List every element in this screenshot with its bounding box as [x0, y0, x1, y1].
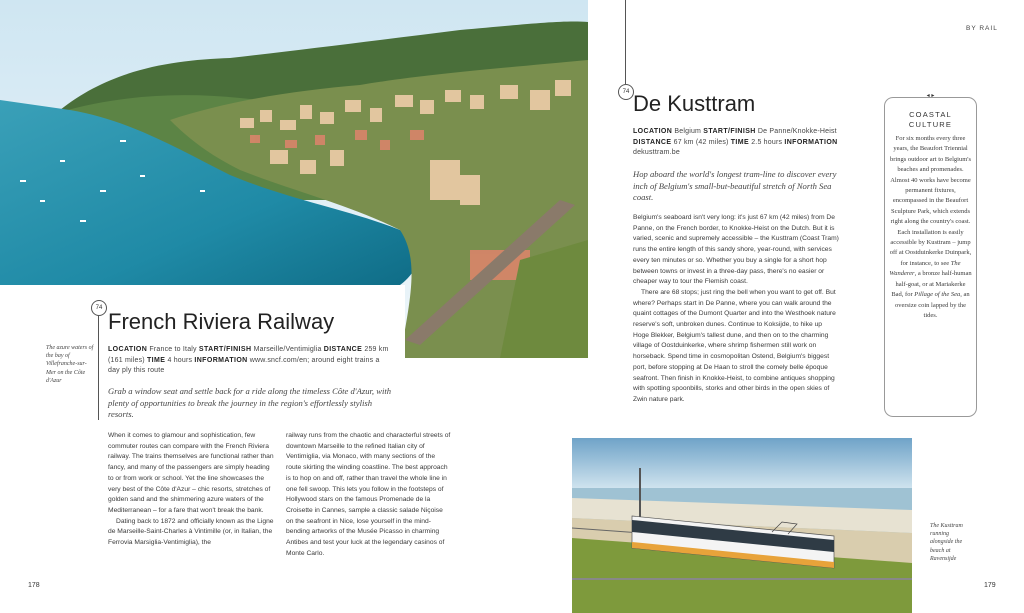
kusttram-info-line2: DISTANCE 67 km (42 miles) TIME 2.5 hours INFORMATION: [633, 138, 838, 146]
riviera-paragraph: railway runs from the chaotic and characterful streets of downtown Marseille to the refined Italian city of Ventimiglia, via Monaco, with many sections of the route skirting the winding coastline. The best approach is to hop on and off, rather than travel the whole line in one fell swoop. This lets you follow in the footsteps of Hollywood stars on the famous Promenade de la Croisette in Cannes, sample a classic salade Niçoise on the seafront in Nice, lose yourself in the mind-bending artworks of the Musée Picasso in charming Antibes and test your luck at the legendary casinos of Monte Carlo.: [286, 432, 451, 557]
kusttram-rule: [625, 0, 626, 84]
riviera-paragraph: Dating back to 1872 and officially known as the Ligne de Marseille-Saint-Charles à Vintimille (or, in Italian, the Ferrovia Marsiglia-Ventimiglia), the: [108, 517, 274, 547]
riviera-info: [108, 345, 393, 377]
sidebar-title-line: COASTAL: [909, 110, 952, 119]
kusttram-photo: [572, 438, 912, 613]
sidebar-title: [885, 110, 976, 130]
riviera-info-line2: (161 miles) TIME 4 hours INFORMATION www.sncf.com/en; around eight trains a: [108, 356, 380, 364]
kusttram-info-line1: LOCATION Belgium START/FINISH De Panne/Knokke-Heist: [633, 128, 837, 135]
page-number-left: 178: [28, 582, 40, 589]
riviera-column-2: [286, 431, 452, 559]
kusttram-paragraph: Belgium's seaboard isn't very long: it's just 67 km (42 miles) from De Panne, on the French border, to Knokke-Heist on the Dutch. But it is varied, scenic and supremely accessible – the Kusttram (Coast Tram) runs the entire length of this sandy shore, year-round, with services every ten minutes or so. Whether you buy a single for a short hop between towns or invest in a three-day pass, there's no easier or cheaper way to tour the Flemish coast.: [633, 214, 839, 286]
kusttram-info: [633, 127, 848, 159]
riviera-title: French Riviera Railway: [108, 309, 335, 334]
riviera-info-line3: day ply this route: [108, 367, 165, 374]
kusttram-body: [633, 213, 839, 406]
sidebar-arrows-icon: ◂ ▸: [926, 93, 935, 99]
riviera-info-line1: LOCATION France to Italy START/FINISH Marseille/Ventimiglia DISTANCE 259 km: [108, 346, 389, 353]
kusttram-paragraph: There are 68 stops; just ring the bell when you want to get off. But where? Perhaps start in De Panne, where you can walk around the quaint cottages of the Dumont Quarter and into the Westhoek nature reserve's soft, unbroken dunes. Continue to Koksijde, to hike up Hoge Blekker, Belgium's tallest dune, and then on to the charming village of Oostduinkerke, where shrimp fishermen still work on horseback. Spend time in cosmopolitan Ostend, Belgium's biggest port, before stopping at De Haan to stroll the comely belle époque seafront. Then finish in Knokke-Heist, to combine antiques shopping with spotting spoonbills, storks and other birds in the open skies of Zwin nature park.: [633, 288, 836, 403]
page-number-right: 179: [984, 582, 996, 589]
riviera-intro: Grab a window seat and settle back for a ride along the timeless Côte d'Azur, with plenty of opportunities to break the journey in the region's effortlessly stylish resorts.: [108, 386, 392, 419]
coastal-culture-sidebar: [884, 93, 977, 417]
kusttram-info-line3: dekusttram.be: [633, 149, 680, 156]
kusttram-title: De Kusttram: [633, 91, 756, 116]
riviera-column-1: [108, 431, 274, 549]
sidebar-text: For six months every three years, the Beaufort Triennial brings outdoor art to Belgium's beaches and promenades. Almost 40 works have become permanent fixtures, encompassed in the Beaufort Sculpture Park, which extends right along the country's coast. Each installation is easily accessible by Kusttram – jump off at Oostduinkerke Duinpark, for instance, to see The Wanderer, a bronze half-human half-goat, or at Mariakerke Bad, for Pillage of the Sea, an oversize coin lapped by the tides.: [889, 135, 972, 319]
kusttram-caption: The Kusttram running alongside the beach at Ravensijde: [930, 523, 963, 562]
sidebar-title-line: CULTURE: [908, 120, 953, 129]
riviera-paragraph: When it comes to glamour and sophistication, few commuter routes can compare with the French Riviera railway. The trains themselves are functional rather than fancy, and many of the passengers are simply heading to or from work or school. Yet the line showcases the very best of the Côte d'Azur – chic resorts, stretches of golden sand and the shimmering azure waters of the Mediterranean – for a fare that won't break the bank.: [108, 432, 274, 514]
kusttram-number-badge: 74: [618, 84, 634, 100]
riviera-rule: [98, 310, 99, 420]
riviera-number-badge: 74: [91, 300, 107, 316]
section-header: BY RAIL: [966, 25, 998, 32]
riviera-caption: The azure waters of the bay of Villefranche-sur-Mer on the Côte d'Azur: [46, 345, 94, 384]
kusttram-intro: Hop aboard the world's longest tram-line to discover every inch of Belgium's small-but-beautiful stretch of North Sea coast.: [633, 169, 837, 202]
kusttram-photo-illustration: [572, 438, 912, 613]
